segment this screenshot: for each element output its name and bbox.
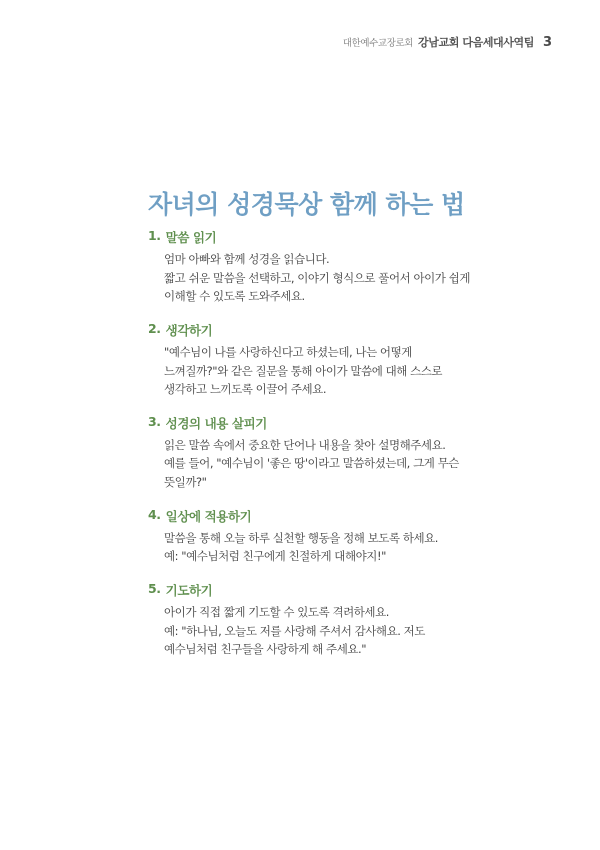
- step-title: 일상에 적용하기: [165, 508, 252, 524]
- step-heading: [148, 414, 478, 432]
- step-line: 예를 들어, "예수님이 '좋은 땅'이라고 말씀하셨는데, 그게 무슨 뜻일까?": [164, 456, 459, 489]
- step-line: 말씀을 통해 오늘 하루 실천할 행동을 정해 보도록 하세요.: [164, 530, 439, 545]
- step-body: [148, 436, 478, 492]
- steps-list: [148, 228, 478, 674]
- step-title: 생각하기: [165, 322, 213, 338]
- step-body: [148, 343, 478, 399]
- page-number: 3: [542, 35, 552, 50]
- step-title: 말씀 읽기: [165, 230, 217, 245]
- step-title: 성경의 내용 살피기: [165, 415, 267, 431]
- list-item: [148, 228, 478, 306]
- step-line: 읽은 말씀 속에서 중요한 단어나 내용을 찾아 설명해주세요.: [164, 437, 446, 452]
- step-number: 5.: [148, 580, 161, 596]
- step-body: [148, 603, 478, 659]
- step-line: 짧고 쉬운 말씀을 선택하고, 이야기 형식으로 풀어서 아이가 쉽게 이해할 수 있도록 도와주세요.: [164, 270, 470, 304]
- step-heading: [148, 228, 478, 246]
- step-number: 4.: [148, 506, 161, 522]
- step-line: 아이가 직접 짧게 기도할 수 있도록 격려하세요.: [164, 604, 389, 619]
- church-name-label: 강남교회 다음세대사역팀: [418, 36, 534, 49]
- step-line: 엄마 아빠와 함께 성경을 읽습니다.: [164, 252, 330, 266]
- step-heading: [148, 507, 478, 525]
- page-title: 자녀의 성경묵상 함께 하는 법: [148, 189, 465, 219]
- step-line: 예: "하나님, 오늘도 저를 사랑해 주셔서 감사해요. 저도 예수님처럼 친구들을 사랑하게 해 주세요.": [164, 623, 425, 657]
- list-item: [148, 414, 478, 492]
- step-body: [148, 250, 478, 306]
- step-number: 3.: [148, 413, 161, 429]
- step-line: "예수님이 나를 사랑하신다고 하셨는데, 나는 어떻게 느껴질까?"와 같은 질문을 통해 아이가 말씀에 대해 스스로 생각하고 느끼도록 이끌어 주세요.: [164, 344, 443, 397]
- step-heading: [148, 581, 478, 599]
- list-item: [148, 321, 478, 399]
- list-item: [148, 507, 478, 566]
- page-header: [343, 34, 552, 50]
- step-number: 2.: [148, 320, 161, 336]
- step-title: 기도하기: [165, 582, 213, 598]
- step-number: 1.: [148, 228, 161, 243]
- list-item: [148, 581, 478, 659]
- denomination-label: 대한예수교장로회: [342, 38, 414, 49]
- step-body: [148, 529, 478, 566]
- step-line: 예: "예수님처럼 친구에게 친절하게 대해야지!": [164, 549, 386, 564]
- step-heading: [148, 321, 478, 339]
